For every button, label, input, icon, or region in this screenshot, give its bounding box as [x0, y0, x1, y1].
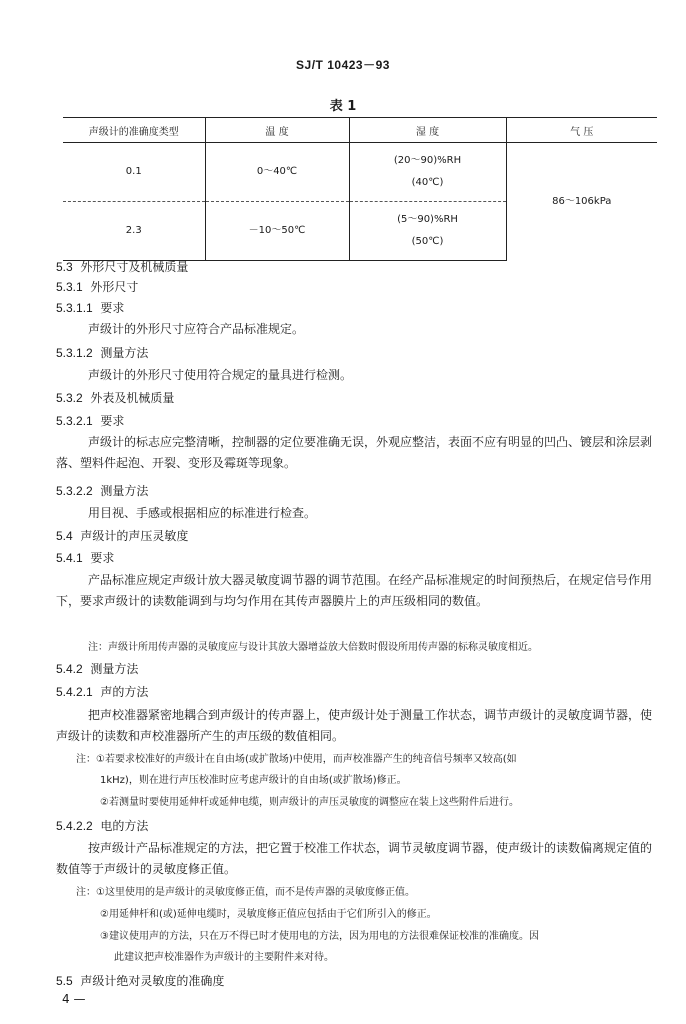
cell-humidity — [349, 202, 506, 261]
humidity-temperature-note: (50℃) — [411, 236, 444, 247]
paragraph: 把声校准器紧密地耦合到声级计的传声器上，使声级计处于测量工作状态，调节声级计的灵敏度调节器，使声级计的读数和声校准器所产生的声压级的数值相同。 — [56, 708, 653, 743]
cell-accuracy-type: 0.1 — [63, 143, 205, 202]
header-pressure: 气 压 — [506, 118, 657, 143]
note-continuation: 1kHz)，则在进行声压校准时应考虑声级计的自由场(或扩散场)修正。 — [100, 775, 407, 786]
paragraph: 用目视、手感或根据相应的标准进行检查。 — [88, 506, 317, 520]
section-heading-5-5: 5.5 声级计绝对灵敏度的准确度 — [56, 974, 225, 988]
cell-pressure: 86～106kPa — [506, 143, 657, 261]
note: ②用延伸杆和(或)延伸电缆时，灵敏度修正值应包括由于它们所引入的修正。 — [100, 909, 437, 920]
note: ③建议使用声的方法，只在万不得已时才使用电的方法，因为用电的方法很难保证校准的准确度。因 — [100, 931, 539, 942]
table-header-row — [63, 118, 657, 143]
note: 注：声级计所用传声器的灵敏度应与设计其放大器增益放大倍数时假设所用传声器的标称灵敏度相近。 — [88, 642, 538, 653]
paragraph: 声级计的标志应完整清晰，控制器的定位要准确无误，外观应整洁，表面不应有明显的凹凸、镀层和涂层剥落、塑料件起泡、开裂、变形及霉斑等现象。 — [56, 435, 653, 470]
humidity-temperature-note: (40℃) — [411, 177, 444, 188]
section-heading-5-3-1: 5.3.1 外形尺寸 — [56, 280, 139, 294]
paragraph: 产品标准应规定声级计放大器灵敏度调节器的调节范围。在经产品标准规定的时间预热后，在规定信号作用下，要求声级计的读数能调到与均匀作用在其传声器膜片上的声压级相同的数值。 — [56, 573, 653, 608]
section-heading-5-4-2-2: 5.4.2.2 电的方法 — [56, 819, 149, 833]
note: 注：①若要求校准好的声级计在自由场(或扩散场)中使用，而声校准器产生的纯音信号频率又较高(如 — [76, 754, 517, 765]
paragraph: 按声级计产品标准规定的方法，把它置于校准工作状态，调节灵敏度调节器，使声级计的读数偏离规定值的数值等于声级计的灵敏度修正值。 — [56, 841, 653, 876]
header-accuracy-type: 声级计的准确度类型 — [63, 118, 205, 143]
section-heading-5-3-1-2: 5.3.1.2 测量方法 — [56, 346, 149, 360]
section-heading-5-3-2: 5.3.2 外表及机械质量 — [56, 391, 175, 405]
note: ②若测量时要使用延伸杆或延伸电缆，则声级计的声压灵敏度的调整应在装上这些附件后进行。 — [100, 797, 519, 808]
header-temperature: 温 度 — [205, 118, 349, 143]
table-row — [63, 143, 657, 202]
cell-temperature: 0～40℃ — [205, 143, 349, 202]
section-heading-5-4-2-1: 5.4.2.1 声的方法 — [56, 685, 149, 699]
standard-code-header: SJ/T 10423－93 — [296, 58, 390, 72]
paragraph: 声级计的外形尺寸使用符合规定的量具进行检测。 — [88, 368, 353, 382]
header-humidity: 湿 度 — [349, 118, 506, 143]
section-heading-5-3: 5.3 外形尺寸及机械质量 — [56, 260, 189, 274]
table-title: 表 1 — [329, 99, 357, 114]
section-heading-5-4: 5.4 声级计的声压灵敏度 — [56, 529, 189, 543]
section-heading-5-3-2-1: 5.3.2.1 要求 — [56, 414, 125, 428]
paragraph: 声级计的外形尺寸应符合产品标准规定。 — [88, 322, 305, 336]
cell-humidity — [349, 143, 506, 202]
environment-conditions-table — [63, 117, 657, 261]
section-heading-5-4-1: 5.4.1 要求 — [56, 551, 115, 565]
note: 注：①这里使用的是声级计的灵敏度修正值，而不是传声器的灵敏度修正值。 — [76, 887, 415, 898]
note-continuation: 此建议把声校准器作为声级计的主要附件来对待。 — [114, 952, 334, 963]
humidity-range: (5～90)%RH — [397, 214, 458, 225]
page-number: 4 — — [62, 992, 86, 1006]
section-heading-5-3-1-1: 5.3.1.1 要求 — [56, 301, 125, 315]
section-heading-5-3-2-2: 5.3.2.2 测量方法 — [56, 484, 149, 498]
section-heading-5-4-2: 5.4.2 测量方法 — [56, 662, 139, 676]
humidity-range: (20～90)%RH — [393, 155, 462, 166]
cell-temperature: －10～50℃ — [205, 202, 349, 261]
cell-accuracy-type: 2.3 — [63, 202, 205, 261]
